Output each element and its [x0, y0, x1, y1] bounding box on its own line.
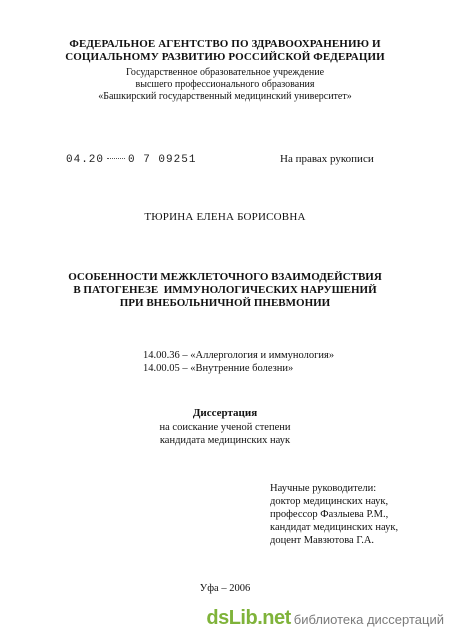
supervisor-line-2: профессор Фазлыева Р.М., [270, 509, 389, 520]
specialty-item: 14.00.36 – «Аллергология и иммунология» [143, 350, 335, 361]
title-line-1: ОСОБЕННОСТИ МЕЖКЛЕТОЧНОГО ВЗАИМОДЕЙСТВИЯ [68, 271, 382, 283]
catalog-code [66, 154, 196, 166]
specialties [143, 349, 334, 375]
institution-line-2: высшего профессионального образования [135, 79, 315, 90]
agency-name [0, 38, 450, 64]
title-line-3: ПРИ ВНЕБОЛЬНИЧНОЙ ПНЕВМОНИИ [119, 297, 331, 309]
degree-line-2: кандидата медицинских наук [159, 435, 291, 446]
dissertation-degree [0, 421, 450, 447]
institution-line-1: Государственное образовательное учреждение [125, 67, 325, 78]
institution-name [0, 67, 450, 103]
supervisor-line-1: доктор медицинских наук, [270, 496, 389, 507]
catalog-code-separator [107, 158, 125, 159]
supervisor-line-3: кандидат медицинских наук, [270, 522, 399, 533]
supervisors-heading: Научные руководители: [270, 483, 377, 494]
specialty-item: 14.00.05 – «Внутренние болезни» [143, 363, 294, 374]
dissertation-heading: Диссертация [192, 407, 258, 419]
rights-note: На правах рукописи [280, 153, 374, 165]
place-and-year: Уфа – 2006 [199, 583, 251, 594]
institution-line-3: «Башкирский государственный медицинский университет» [98, 91, 352, 102]
supervisor-line-4: доцент Мавзютова Г.А. [270, 535, 375, 546]
agency-line-1: ФЕДЕРАЛЬНОЕ АГЕНТСТВО ПО ЗДРАВООХРАНЕНИЮ И [69, 38, 381, 50]
supervisors [270, 482, 398, 547]
agency-line-2: СОЦИАЛЬНОМУ РАЗВИТИЮ РОССИЙСКОЙ ФЕДЕРАЦИИ [65, 51, 385, 63]
catalog-code-right: 0 7 09251 [128, 154, 197, 166]
catalog-code-left: 04.20 [66, 154, 105, 166]
title-line-2: В ПАТОГЕНЕЗЕ ИММУНОЛОГИЧЕСКИХ НАРУШЕНИЙ [73, 284, 377, 296]
dslib-watermark[interactable] [206, 607, 444, 630]
dslib-logo: dsLib.net [206, 607, 291, 629]
dissertation-title [0, 271, 450, 310]
dslib-tagline: библиотека диссертаций [293, 612, 444, 627]
degree-line-1: на соискание ученой степени [159, 422, 291, 433]
author-name: ТЮРИНА ЕЛЕНА БОРИСОВНА [144, 211, 306, 223]
